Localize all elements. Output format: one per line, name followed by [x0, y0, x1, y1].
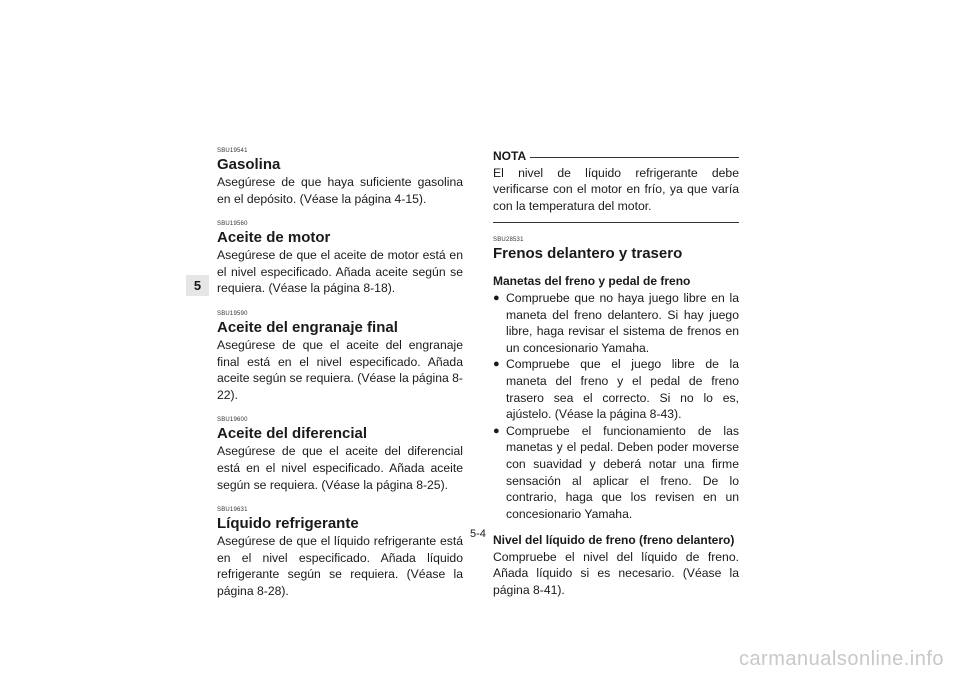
section-code: SBU19631 — [217, 507, 248, 514]
nota-text: El nivel de líquido refrigerante debe verificarse con el motor en frío, ya que varía con la temperatura del motor. — [493, 165, 739, 213]
section-code: SBU19590 — [217, 310, 248, 317]
nota-header — [493, 148, 739, 165]
fluid-text: Compruebe el nivel del líquido de freno. Añada líquido si es necesario. (Véase la página 8-41). — [493, 549, 739, 598]
subheading-nivel-liquido: Nivel del líquido de freno (freno delantero) — [493, 533, 735, 548]
section-aceite-motor — [217, 221, 463, 297]
section-aceite-engranaje — [217, 311, 463, 403]
section-gasolina — [217, 148, 463, 207]
page-number: 5-4 — [470, 528, 486, 540]
section-title: Aceite del engranaje final — [217, 318, 398, 336]
section-body: Asegúrese de que el aceite del diferencial está en el nivel especificado. Añada aceite según se requiera. (Véase la página 8-25). — [217, 444, 463, 492]
list-item: ● Compruebe que el juego libre de la maneta del freno y el pedal de freno trasero sea el correcto. Si no lo es, ajústelo. (Véase la página 8-43). — [493, 357, 739, 422]
section-title: Aceite de motor — [217, 229, 331, 247]
section-title: Líquido refrigerante — [217, 515, 359, 533]
bullet-icon: ● — [493, 358, 500, 371]
section-aceite-diferencial — [217, 417, 463, 493]
right-column — [493, 148, 739, 599]
list-item: ● Compruebe que no haya juego libre en la maneta del freno delantero. Si hay juego libre, haga revisar el sistema de frenos en un concesionario Yamaha. — [493, 290, 739, 355]
section-body: Asegúrese de que haya suficiente gasolina en el depósito. (Véase la página 4-15). — [217, 175, 463, 206]
section-title: Aceite del diferencial — [217, 425, 368, 443]
section-code: SBU28531 — [493, 237, 524, 244]
section-body: Asegúrese de que el aceite del engranaje final está en el nivel especificado. Añada aceite según se requiera. (Véase la página 8-22). — [217, 337, 463, 402]
watermark: carmanualsonline.info — [738, 648, 944, 670]
subheading-manetas: Manetas del freno y pedal de freno — [493, 274, 691, 289]
section-title: Gasolina — [217, 156, 281, 173]
nota-rule — [530, 157, 739, 158]
bullet-icon: ● — [493, 291, 500, 304]
left-column — [217, 148, 463, 600]
section-body: Asegúrese de que el líquido refrigerante está en el nivel especificado. Añada líquido refrigerante según se requiera. (Véase la página 8-28). — [217, 534, 463, 598]
nota-box — [493, 148, 739, 223]
list-item: ● Compruebe el funcionamiento de las manetas y el pedal. Deben poder moverse con suavidad y deberá notar una firme sensación al aplicar el freno. De lo contrario, haga que los revisen en un concesionario Yamaha. — [493, 423, 739, 521]
bullet-icon: ● — [493, 424, 500, 437]
chapter-tab: 5 — [186, 275, 209, 296]
section-code: SBU19600 — [217, 417, 248, 424]
section-frenos — [493, 237, 739, 598]
section-title: Frenos delantero y trasero — [493, 245, 683, 263]
section-body: Asegúrese de que el aceite de motor está en el nivel especificado. Añada aceite según se requiera. (Véase la página 8-18). — [217, 248, 463, 296]
section-liquido-refrigerante — [217, 507, 463, 599]
bullet-list — [493, 290, 739, 522]
section-code: SBU19560 — [217, 221, 248, 228]
nota-label: NOTA — [493, 149, 527, 163]
section-code: SBU19541 — [217, 148, 248, 154]
